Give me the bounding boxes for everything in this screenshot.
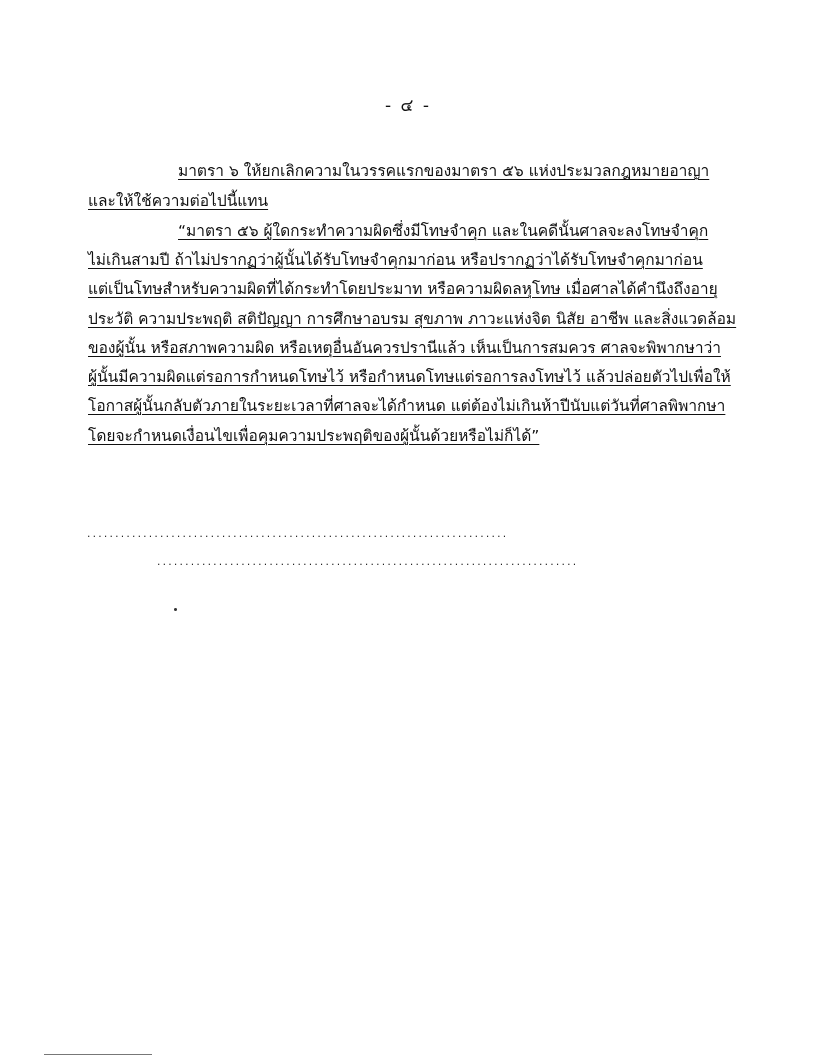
scan-edge-line — [44, 1054, 152, 1055]
section-56-text-line-3: แต่เป็นโทษสำหรับความผิดที่ได้กระทำโดยประมาท หรือความผิดลหุโทษ เมื่อศาลได้คำนึงถึงอายุ — [88, 280, 718, 298]
page-number: - ๔ - — [385, 96, 431, 116]
dotted-separator-2: ........................................................................... — [156, 558, 578, 568]
section-56-text-line-5: ของผู้นั้น หรือสภาพความผิด หรือเหตุอื่นอันควรปรานีแล้ว เห็นเป็นการสมควร ศาลจะพิพากษาว่า — [88, 339, 721, 357]
dotted-separator-1: ........................................................................... — [86, 530, 508, 540]
section-6-continuation-line: และให้ใช้ความต่อไปนี้แทน — [88, 192, 269, 210]
section-56-text-line-4: ประวัติ ความประพฤติ สติปัญญา การศึกษาอบรม สุขภาพ ภาวะแห่งจิต นิสัย อาชีพ และสิ่งแวดล้อม — [88, 310, 737, 328]
section-56-text-line-2: ไม่เกินสามปี ถ้าไม่ปรากฏว่าผู้นั้นได้รับโทษจำคุกมาก่อน หรือปรากฏว่าได้รับโทษจำคุกมาก่อน — [88, 251, 703, 269]
section-56-text-line-7: โอกาสผู้นั้นกลับตัวภายในระยะเวลาที่ศาลจะได้กำหนด แต่ต้องไม่เกินห้าปีนับแต่วันที่ศาลพิพากษา — [88, 397, 726, 415]
section-56-text-line-8: โดยจะกำหนดเงื่อนไขเพื่อคุมความประพฤติของผู้นั้นด้วยหรือไม่ก็ได้” — [88, 427, 540, 445]
scan-speck — [174, 608, 177, 611]
section-6-heading-line: มาตรา ๖ ให้ยกเลิกความในวรรคแรกของมาตรา ๕๖ แห่งประมวลกฎหมายอาญา — [178, 162, 710, 180]
section-56-text-line-6: ผู้นั้นมีความผิดแต่รอการกำหนดโทษไว้ หรือกำหนดโทษแต่รอการลงโทษไว้ แล้วปล่อยตัวไปเพื่อให้ — [88, 368, 731, 386]
section-56-text-line-1: “มาตรา ๕๖ ผู้ใดกระทำความผิดซึ่งมีโทษจำคุก และในคดีนั้นศาลจะลงโทษจำคุก — [178, 222, 709, 240]
